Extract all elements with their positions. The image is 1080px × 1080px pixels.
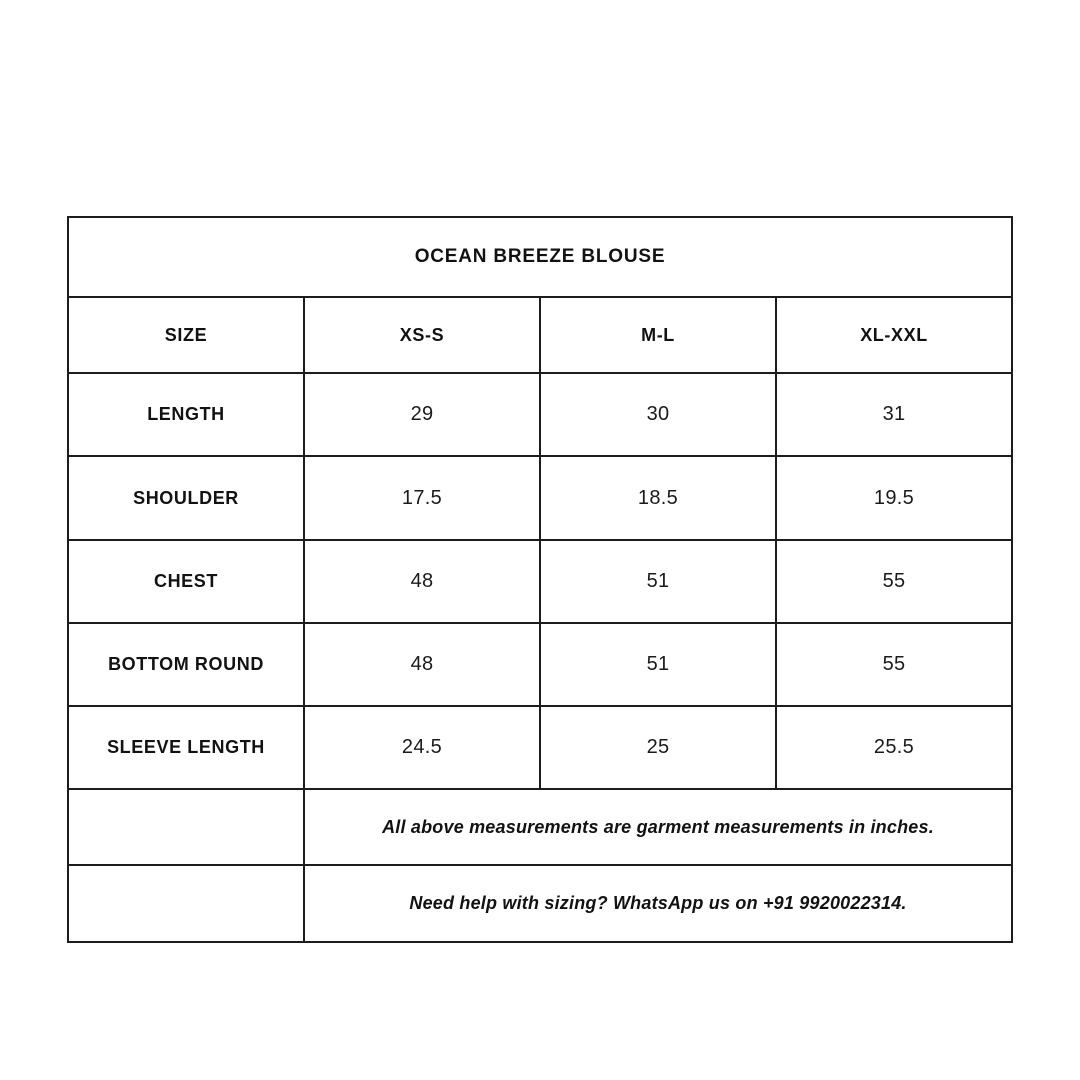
measurement-cell: 31 [776, 373, 1012, 456]
row-label-shoulder: SHOULDER [68, 456, 304, 539]
note-measurements: All above measurements are garment measurements in inches. [304, 789, 1012, 865]
empty-cell [68, 865, 304, 942]
row-label-bottom-round: BOTTOM ROUND [68, 623, 304, 706]
measurement-cell: 25 [540, 706, 776, 789]
measurement-cell: 19.5 [776, 456, 1012, 539]
measurement-cell: 24.5 [304, 706, 540, 789]
title-row [68, 217, 1012, 297]
measurement-cell: 48 [304, 540, 540, 623]
column-header-m-l: M-L [540, 297, 776, 373]
size-chart-table [67, 216, 1013, 943]
measurement-cell: 51 [540, 540, 776, 623]
measurement-cell: 25.5 [776, 706, 1012, 789]
measurement-cell: 30 [540, 373, 776, 456]
note-row-measurements [68, 789, 1012, 865]
table-row-bottom-round [68, 623, 1012, 706]
measurement-cell: 48 [304, 623, 540, 706]
table-row-length [68, 373, 1012, 456]
header-row [68, 297, 1012, 373]
column-header-xs-s: XS-S [304, 297, 540, 373]
table-row-chest [68, 540, 1012, 623]
table-row-sleeve-length [68, 706, 1012, 789]
note-row-sizing-help [68, 865, 1012, 942]
table-row-shoulder [68, 456, 1012, 539]
row-label-length: LENGTH [68, 373, 304, 456]
measurement-cell: 55 [776, 623, 1012, 706]
column-header-xl-xxl: XL-XXL [776, 297, 1012, 373]
measurement-cell: 55 [776, 540, 1012, 623]
note-sizing-help: Need help with sizing? WhatsApp us on +91 9920022314. [304, 865, 1012, 942]
measurement-cell: 17.5 [304, 456, 540, 539]
measurement-cell: 18.5 [540, 456, 776, 539]
column-header-size: SIZE [68, 297, 304, 373]
row-label-sleeve-length: SLEEVE LENGTH [68, 706, 304, 789]
row-label-chest: CHEST [68, 540, 304, 623]
chart-title: OCEAN BREEZE BLOUSE [68, 217, 1012, 297]
measurement-cell: 29 [304, 373, 540, 456]
measurement-cell: 51 [540, 623, 776, 706]
empty-cell [68, 789, 304, 865]
